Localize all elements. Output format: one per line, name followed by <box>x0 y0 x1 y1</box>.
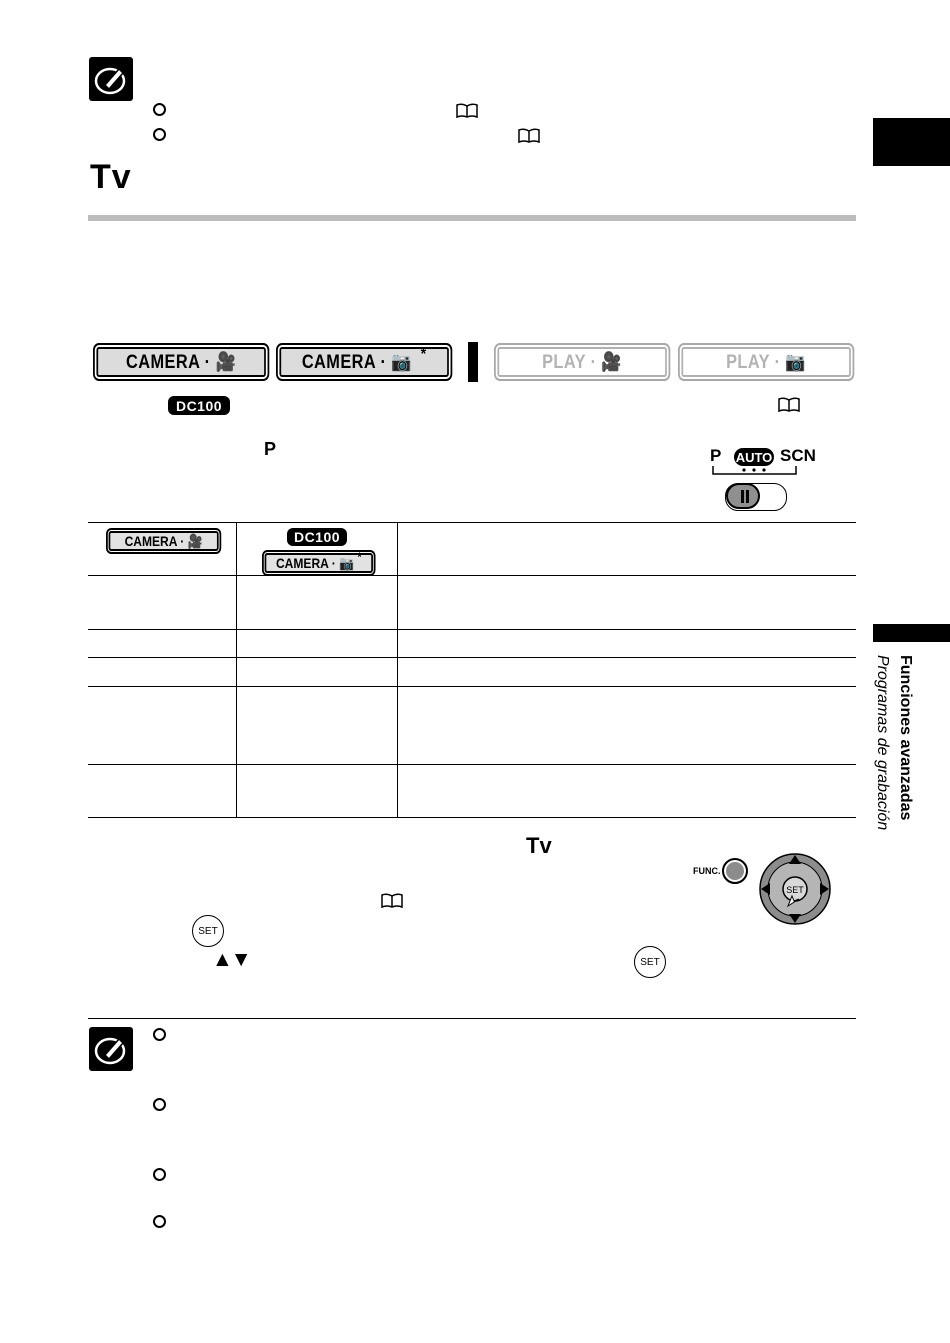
side-section-title: Funciones avanzadas <box>897 655 914 821</box>
joystick-set-text: SET <box>786 885 804 895</box>
section-tab <box>873 624 950 642</box>
bullet-icon <box>153 128 166 141</box>
table-column-divider <box>236 522 237 817</box>
mode-dial-scn: SCN <box>780 446 816 465</box>
table-header-dc100: DC100 <box>287 528 347 546</box>
mode-asterisk: * <box>420 346 427 363</box>
set-button-icon: SET <box>634 946 666 978</box>
side-subsection-title: Programas de grabación <box>874 655 891 831</box>
mode-dial-p: P <box>710 446 722 465</box>
chapter-tab <box>873 118 950 166</box>
table-row-border <box>88 629 856 630</box>
set-button-icon: SET <box>192 915 224 947</box>
table-row-border <box>88 575 856 576</box>
table-header-camera-movie: CAMERA · 🎥 <box>106 528 221 554</box>
table-header-camera-photo-label: CAMERA · 📷 <box>275 554 355 571</box>
notes-rule <box>88 1018 856 1019</box>
mode-dial <box>710 446 820 516</box>
step-tv-symbol: Tv <box>526 833 552 858</box>
mode-separator <box>468 342 478 382</box>
table-row-border <box>88 686 856 687</box>
mode-letter-p: P <box>264 439 277 459</box>
mode-dial-auto: AUTO <box>735 449 773 465</box>
table-header-asterisk: * <box>357 550 362 564</box>
dc100-badge: DC100 <box>168 396 230 415</box>
book-reference-icon <box>518 128 540 143</box>
mode-switch[interactable] <box>725 483 787 511</box>
mode-play-movie: PLAY · 🎥 <box>494 343 670 381</box>
table-column-divider <box>397 522 398 817</box>
mode-camera-photo-label: CAMERA · 📷 <box>301 352 413 373</box>
book-reference-icon <box>456 103 478 118</box>
table-bottom-border <box>88 817 856 818</box>
bullet-icon <box>153 1168 166 1181</box>
func-button[interactable] <box>722 858 748 884</box>
table-top-border <box>88 522 856 523</box>
bullet-icon <box>153 1098 166 1111</box>
section-rule <box>88 215 856 221</box>
note-pencil-icon <box>89 1027 133 1071</box>
bullet-icon <box>153 1028 166 1041</box>
book-reference-icon <box>778 397 800 412</box>
table-row-border <box>88 764 856 765</box>
mode-camera-movie: CAMERA · 🎥 <box>93 343 269 381</box>
bullet-icon <box>153 103 166 116</box>
table-row-border <box>88 657 856 658</box>
mode-dial-scale <box>710 466 810 480</box>
func-label: FUNC. <box>693 866 721 876</box>
mode-camera-photo <box>276 343 452 381</box>
table-header-camera-photo <box>262 550 376 576</box>
bullet-icon <box>153 1215 166 1228</box>
book-reference-icon <box>381 893 403 908</box>
up-down-arrows: ▲▼ <box>212 948 250 971</box>
section-title: Tv <box>90 158 132 196</box>
mode-play-photo: PLAY · 📷 <box>678 343 854 381</box>
note-pencil-icon <box>89 57 133 101</box>
mode-switch-knob <box>726 483 760 509</box>
joystick-icon[interactable] <box>758 852 832 926</box>
